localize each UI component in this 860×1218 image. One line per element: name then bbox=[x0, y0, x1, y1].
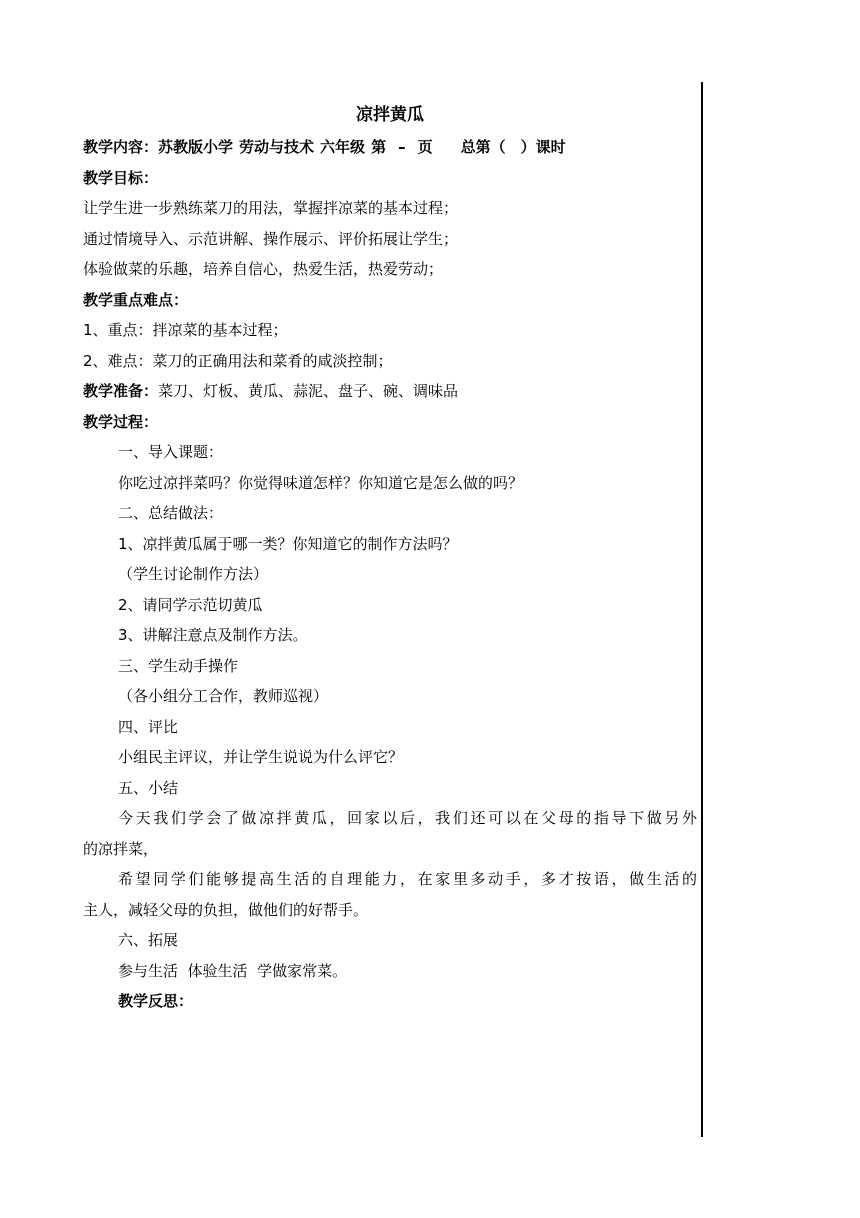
process-heading: 教学过程： bbox=[83, 412, 159, 431]
summary-paragraph-2-line-2: 主人，减轻父母的负担，做他们的好帮手。 bbox=[83, 900, 369, 919]
process-line: 四、评比 bbox=[118, 717, 179, 736]
process-line: （学生讨论制作方法） bbox=[118, 565, 269, 583]
page-prefix: 第 bbox=[371, 138, 387, 156]
teaching-content-label: 教学内容： bbox=[83, 138, 159, 156]
document-title: 凉拌黄瓜 bbox=[356, 105, 424, 125]
summary-paragraph-1-line-1: 今天我们学会了做凉拌黄瓜，回家以后，我们还可以在父母的指导下做另外 bbox=[118, 809, 697, 827]
summary-paragraph-2-line-1: 希望同学们能够提高生活的自理能力，在家里多动手，多才按语，做生活的 bbox=[118, 870, 697, 888]
process-line: 五、小结 bbox=[118, 778, 179, 797]
goal-item: 体验做菜的乐趣，培养自信心，热爱生活，热爱劳动； bbox=[83, 260, 444, 278]
process-line: 1、凉拌黄瓜属于哪一类？你知道它的制作方法吗？ bbox=[118, 534, 458, 553]
process-line: 二、总结做法： bbox=[118, 504, 224, 522]
subject: 劳动与技术 bbox=[239, 138, 315, 156]
teaching-content-line bbox=[83, 132, 697, 163]
process-line: 一、导入课题： bbox=[118, 443, 224, 461]
goal-item: 通过情境导入、示范讲解、操作展示、评价拓展让学生； bbox=[83, 229, 459, 248]
key-point-item: 2、难点：菜刀的正确用法和菜肴的咸淡控制； bbox=[83, 351, 393, 370]
page-suffix: 页 bbox=[417, 138, 433, 156]
margin-vertical-rule bbox=[701, 82, 703, 1137]
process-line: 小组民主评议，并让学生说说为什么评它？ bbox=[118, 748, 404, 766]
process-line: 你吃过凉拌菜吗？你觉得味道怎样？你知道它是怎么做的吗？ bbox=[118, 473, 524, 492]
goal-item: 让学生进一步熟练菜刀的用法，掌握拌凉菜的基本过程； bbox=[83, 199, 459, 217]
summary-paragraph-1-line-2: 的凉拌菜， bbox=[83, 839, 159, 858]
process-line: （各小组分工合作，教师巡视） bbox=[118, 687, 329, 705]
preparation-value: 菜刀、灯板、黄瓜、蒜泥、盘子、碗、调味品 bbox=[158, 382, 459, 400]
process-line: 三、学生动手操作 bbox=[118, 656, 239, 675]
preparation-label: 教学准备： bbox=[83, 382, 159, 400]
page-value: – bbox=[398, 138, 406, 156]
key-points-heading: 教学重点难点： bbox=[83, 290, 189, 309]
goals-heading: 教学目标： bbox=[83, 168, 159, 187]
extension-heading: 六、拓展 bbox=[118, 931, 179, 949]
reflection-heading: 教学反思： bbox=[118, 992, 194, 1010]
key-point-item: 1、重点：拌凉菜的基本过程； bbox=[83, 321, 288, 339]
process-line: 3、讲解注意点及制作方法。 bbox=[118, 626, 308, 644]
lesson-plan-document bbox=[83, 98, 697, 1017]
total-lessons: 总第（ ）课时 bbox=[460, 138, 566, 156]
process-line: 2、请同学示范切黄瓜 bbox=[118, 595, 263, 614]
extension-text: 参与生活 体验生活 学做家常菜。 bbox=[118, 961, 348, 980]
grade: 六年级 bbox=[320, 138, 366, 156]
publisher: 苏教版小学 bbox=[158, 138, 234, 156]
preparation-line bbox=[83, 376, 697, 407]
